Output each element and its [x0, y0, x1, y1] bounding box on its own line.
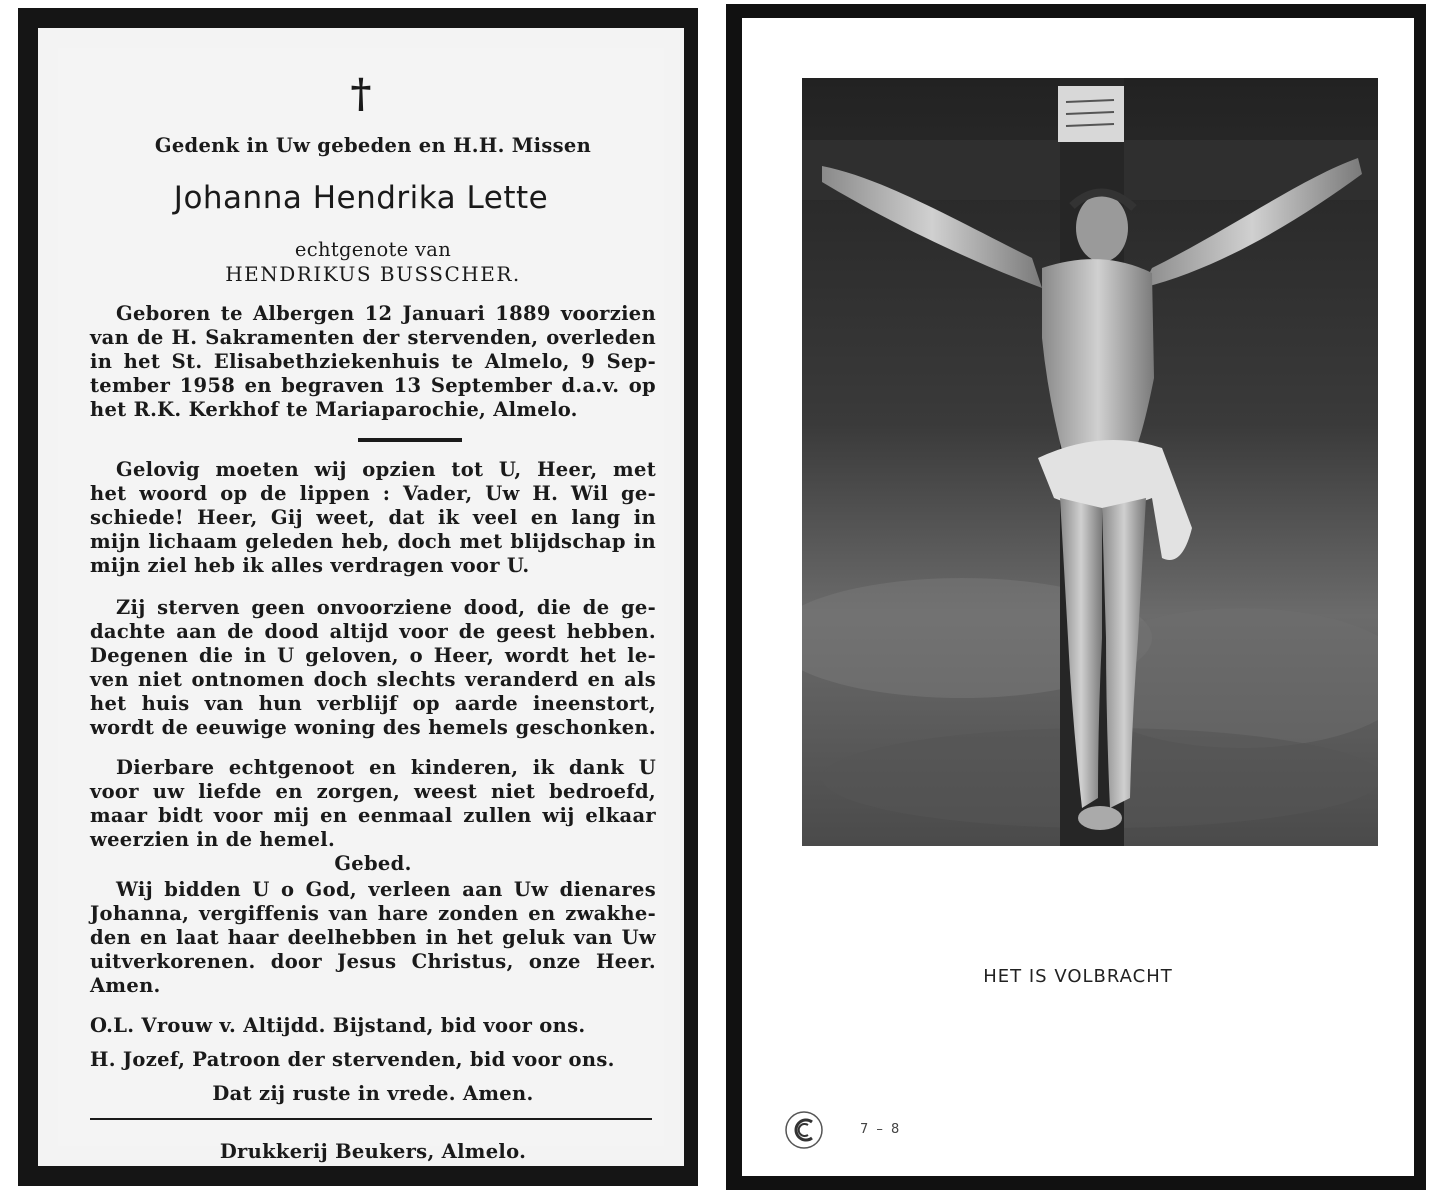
card-text-area	[58, 48, 664, 1163]
closing-line: Dat zij ruste in vrede. Amen.	[212, 1082, 534, 1105]
prayer-line: uitverkorenen. door Jesus Christus, onze Heer.	[90, 950, 656, 973]
quote-line: weerzien in de hemel.	[90, 828, 336, 851]
bio-line: van de H. Sakramenten der stervenden, overleden	[90, 326, 656, 349]
invocation-line: H. Jozef, Patroon der stervenden, bid voor ons.	[90, 1048, 615, 1071]
quote-line: schiede! Heer, Gij weet, dat ik veel en lang in	[90, 506, 656, 529]
card-code: 7 – 8	[860, 1122, 902, 1137]
spouse-name: HENDRIKUS BUSSCHER.	[225, 262, 521, 286]
quote-line: dachte aan de dood altijd voor de geest hebben.	[90, 620, 656, 643]
quote-line: voor uw liefde en zorgen, weest niet bedroefd,	[90, 780, 656, 803]
intro-line: Gedenk in Uw gebeden en H.H. Missen	[154, 134, 592, 157]
invocation-line: O.L. Vrouw v. Altijdd. Bijstand, bid voor ons.	[90, 1014, 586, 1037]
quote-line: Gelovig moeten wij opzien tot U, Heer, met	[116, 458, 656, 481]
spouse-intro: echtgenote van	[294, 238, 452, 261]
bio-line: tember 1958 en begraven 13 September d.a.v. op	[90, 374, 656, 397]
deceased-name: Johanna Hendrika Lette	[173, 180, 549, 216]
crucifixion-illustration	[802, 78, 1378, 846]
quote-line: Dierbare echtgenoot en kinderen, ik dank U	[116, 756, 656, 779]
quote-line: ven niet ontnomen doch slechts veranderd en als	[90, 668, 656, 691]
prayer-line: Amen.	[90, 974, 161, 997]
bio-line: in het St. Elisabethziekenhuis te Almelo, 9 Sep-	[90, 350, 656, 373]
prayer-line: Wij bidden U o God, verleen aan Uw dienares	[116, 878, 656, 901]
bio-line: het R.K. Kerkhof te Mariaparochie, Almelo.	[90, 398, 578, 421]
quote-line: Zij sterven geen onvoorziene dood, die de ge-	[116, 596, 656, 619]
bio-line: Geboren te Albergen 12 Januari 1889 voorzien	[116, 302, 656, 325]
quote-line: het huis van hun verblijf op aarde ineenstort,	[90, 692, 656, 715]
printer-credit: Drukkerij Beukers, Almelo.	[219, 1140, 527, 1163]
quote-line: mijn lichaam geleden heb, doch met blijdschap in	[90, 530, 656, 553]
crucifixion-image	[802, 78, 1378, 846]
prayer-title: Gebed.	[334, 852, 412, 875]
quote-line: Degenen die in U geloven, o Heer, wordt het le-	[90, 644, 656, 667]
memorial-card-image-side	[726, 4, 1426, 1190]
quote-line: het woord op de lippen : Vader, Uw H. Wil ge-	[90, 482, 656, 505]
card-border	[18, 8, 698, 1186]
footer-divider	[90, 1118, 652, 1120]
quote-line: wordt de eeuwige woning des hemels geschonken.	[90, 716, 656, 739]
image-caption: HET IS VOLBRACHT	[983, 966, 1173, 987]
prayer-line: Johanna, vergiffenis van hare zonden en zwakhe-	[90, 902, 656, 925]
cross-symbol: †	[350, 70, 372, 117]
quote-line: mijn ziel heb ik alles verdragen voor U.	[90, 554, 530, 577]
prayer-line: den en laat haar deelhebben in het geluk van Uw	[90, 926, 656, 949]
quote-line: maar bidt voor mij en eenmaal zullen wij elkaar	[90, 804, 656, 827]
publisher-logo-icon	[784, 1110, 824, 1150]
section-divider	[358, 438, 462, 442]
